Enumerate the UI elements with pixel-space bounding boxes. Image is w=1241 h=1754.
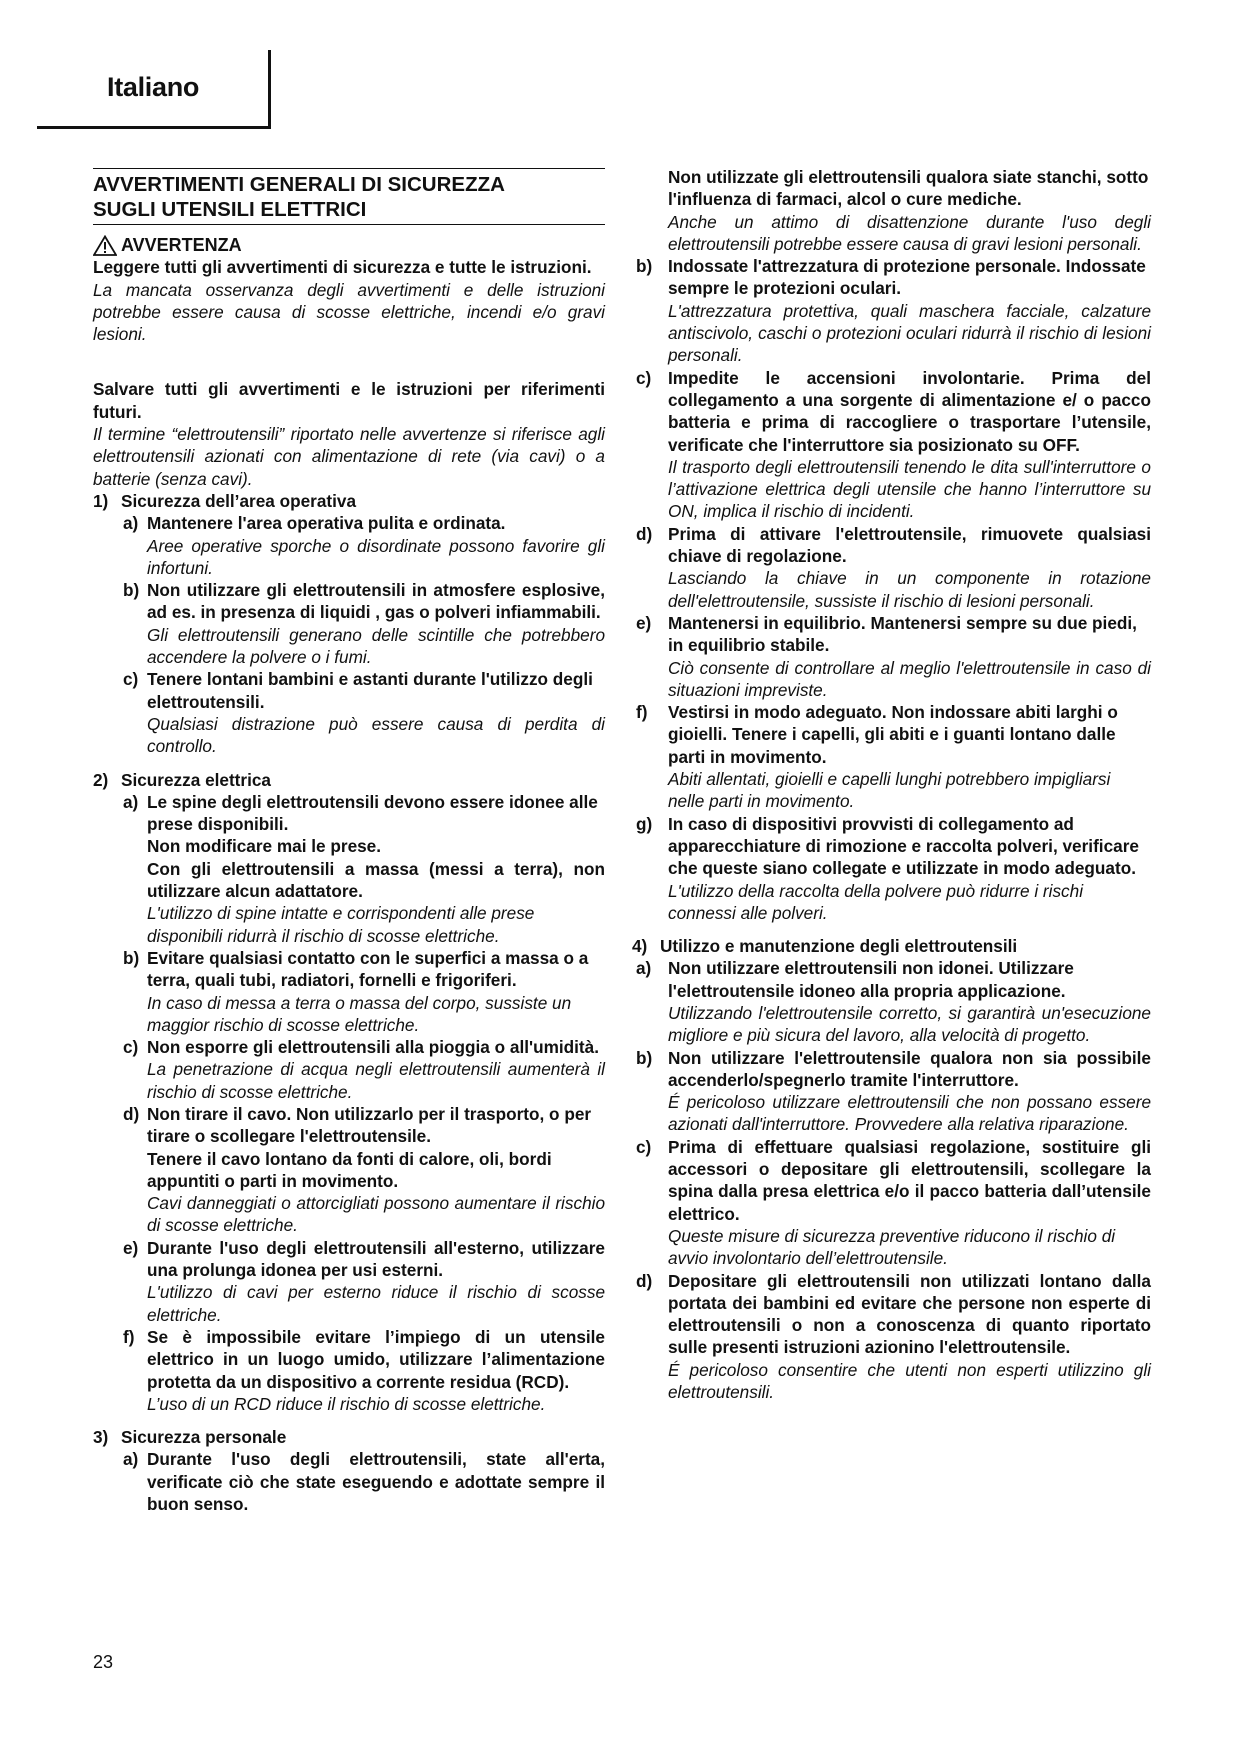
item-italic: Il trasporto degli elettroutensili tenendo le dita sull'interruttore o l’attivazione elettrica degli utensile che hanno l’interruttore su ON, implica il rischio di incidenti. [668, 456, 1151, 522]
item-bold: In caso di dispositivi provvisti di collegamento ad apparecchiature di rimozione e raccolta polveri, verificare che queste siano collegate e utilizzate in modo adeguato. [668, 813, 1139, 879]
item-letter: c) [123, 1037, 139, 1058]
item-italic: Gli elettroutensili generano delle scintille che potrebbero accendere la polvere o i fumi. [147, 624, 605, 668]
list-item [636, 701, 1151, 812]
section-3-heading [93, 1426, 605, 1448]
item-letter: f) [636, 702, 648, 723]
item-letter: e) [636, 612, 652, 633]
item-letter: b) [123, 580, 140, 601]
item-italic: Anche un attimo di disattenzione durante l'uso degli elettroutensili potrebbe essere causa di gravi lesioni personali. [668, 211, 1151, 254]
left-column [93, 168, 605, 1515]
list-item [636, 612, 1151, 701]
item-letter: c) [636, 367, 652, 388]
section-number: 4) [632, 936, 648, 957]
item-bold: Con gli elettroutensili a massa (messi a terra), non utilizzare alcun adattatore. [147, 858, 605, 902]
item-bold: Prima di effettuare qualsiasi regolazione, sostituire gli accessori o depositare gli elettroutensili, scollegare la spina dalla presa elettrica e/o il pacco batteria dall’utensile elettrico. [668, 1136, 1151, 1224]
item-bold: Le spine degli elettroutensili devono essere idonee alle prese disponibili. [147, 791, 598, 835]
section-number: 3) [93, 1427, 109, 1448]
item-letter: c) [636, 1136, 652, 1157]
item-bold: Depositare gli elettroutensili non utilizzati lontano dalla portata dei bambini ed evitare che persone non esperte di elettroutensili o non a conoscenza di quanto riportato sulle presenti istruzioni azionino l'elettroutensile. [668, 1270, 1151, 1358]
section-4-heading [632, 935, 1151, 957]
section-number: 1) [93, 490, 109, 511]
item-bold: Vestirsi in modo adeguato. Non indossare abiti larghi o gioielli. Tenere i capelli, gli abiti e i guanti lontano dalle parti in movimento. [668, 702, 1118, 767]
item-italic: L'utilizzo di spine intatte e corrispondenti alle prese disponibili ridurrà il rischio di scosse elettriche. [147, 903, 535, 946]
section-number: 2) [93, 769, 109, 790]
page-number: 23 [93, 1652, 114, 1672]
item-letter: b) [636, 256, 653, 277]
item-italic: Abiti allentati, gioielli e capelli lunghi potrebbero impigliarsi nelle parti in movimento. [668, 769, 1111, 812]
item-bold: Durante l'uso degli elettroutensili, state all'erta, verificate ciò che state eseguendo e adottate sempre il buon senso. [147, 1449, 605, 1515]
save-instructions: Salvare tutti gli avvertimenti e le istruzioni per riferimenti futuri. [93, 379, 605, 422]
section-title-text: Utilizzo e manutenzione degli elettroutensili [660, 936, 1018, 957]
list-item [636, 1136, 1151, 1270]
item-letter: b) [636, 1047, 653, 1068]
list-item [123, 668, 605, 757]
list-item [123, 579, 605, 668]
language-label: Italiano [107, 72, 200, 102]
item-bold: Non tirare il cavo. Non utilizzarlo per il trasporto, o per tirare o scollegare l'elettroutensile. [147, 1103, 592, 1147]
item-italic: É pericoloso consentire che utenti non esperti utilizzino gli elettroutensili. [668, 1359, 1151, 1403]
intro-bold: Leggere tutti gli avvertimenti di sicurezza e tutte le istruzioni. [93, 257, 592, 278]
list-item [123, 512, 605, 579]
intro-italic: La mancata osservanza degli avvertimenti e delle istruzioni potrebbe essere causa di scosse elettriche, incendi e/o gravi lesioni. [93, 279, 605, 345]
item-italic: Cavi danneggiati o attorcigliati possono aumentare il rischio di scosse elettriche. [147, 1193, 605, 1236]
section-title-text: Sicurezza dell’area operativa [121, 490, 357, 511]
warning-label: AVVERTENZA [121, 235, 242, 255]
item-italic: La penetrazione di acqua negli elettroutensili aumenterà il rischio di scosse elettriche. [147, 1059, 605, 1102]
section-title-line1: AVVERTIMENTI GENERALI DI SICUREZZA [93, 173, 505, 196]
list-item [123, 947, 605, 1036]
item-italic: Ciò consente di controllare al meglio l'elettroutensile in caso di situazioni impreviste. [668, 657, 1151, 700]
item-letter: a) [123, 1449, 139, 1470]
item-bold: Mantenersi in equilibrio. Mantenersi sempre su due piedi, in equilibrio stabile. [668, 612, 1137, 656]
item-italic: Queste misure di sicurezza preventive riducono il rischio di avvio involontario dell’elettroutensile. [668, 1225, 1116, 1269]
item-letter: g) [636, 813, 653, 834]
item-letter: c) [123, 669, 139, 690]
item-bold: Non utilizzare gli elettroutensili in atmosfere esplosive, ad es. in presenza di liquidi , gas o polveri infiammabili. [147, 580, 605, 623]
right-column [632, 166, 1151, 1403]
item-bold: Mantenere l'area operativa pulita e ordinata. [147, 513, 506, 534]
item-bold: Impedite le accensioni involontarie. Prima del collegamento a una sorgente di alimentazione e/ o pacco batteria e prima di raccogliere o trasportare l’utensile, verificate che l'interruttore sia posizionato su OFF. [668, 367, 1151, 455]
list-item [123, 1448, 605, 1515]
item-italic: In caso di messa a terra o massa del corpo, sussiste un maggior rischio di scosse elettriche. [147, 992, 572, 1035]
item-bold: Non utilizzare l'elettroutensile qualora non sia possibile accenderlo/spegnerlo tramite l'interruttore. [668, 1047, 1151, 1090]
item-bold: Prima di attivare l'elettroutensile, rimuovete qualsiasi chiave di regolazione. [668, 523, 1151, 567]
item-bold: Tenere lontani bambini e astanti durante l'utilizzo degli elettroutensili. [147, 669, 593, 712]
item-letter: b) [123, 947, 140, 968]
warning-triangle-icon [93, 235, 117, 256]
list-item [636, 813, 1151, 924]
list-item [636, 1047, 1151, 1136]
item-italic: L'utilizzo della raccolta della polvere può ridurre i rischi connessi alle polveri. [668, 880, 1084, 923]
item-letter: e) [123, 1237, 139, 1258]
section-title-text: Sicurezza personale [121, 1427, 287, 1448]
item-bold: Evitare qualsiasi contatto con le superfici a massa o a terra, quali tubi, radiatori, fornelli e frigoriferi. [147, 947, 589, 991]
item-bold: Non utilizzare elettroutensili non idonei. Utilizzare l'elettroutensile idoneo alla propria applicazione. [668, 958, 1074, 1001]
list-item [123, 791, 605, 947]
list-item [636, 1270, 1151, 1404]
item-bold: Tenere il cavo lontano da fonti di calore, oli, bordi appuntiti o parti in movimento. [147, 1148, 552, 1191]
list-item [123, 1103, 605, 1237]
section-title [93, 168, 605, 225]
item-bold: Durante l'uso degli elettroutensili all'esterno, utilizzare una prolunga idonea per usi esterni. [147, 1237, 605, 1281]
item-letter: a) [123, 791, 139, 812]
list-item [636, 255, 1151, 366]
item-letter: f) [123, 1326, 135, 1347]
list-item [636, 957, 1151, 1046]
item-italic: L'utilizzo di cavi per esterno riduce il rischio di scosse elettriche. [147, 1282, 605, 1325]
item-letter: d) [636, 523, 653, 544]
item-letter: a) [636, 958, 652, 979]
item-italic: Lasciando la chiave in un componente in rotazione dell'elettroutensile, sussiste il rischio di lesioni personali. [668, 568, 1151, 611]
item-italic: Qualsiasi distrazione può essere causa di perdita di controllo. [147, 713, 605, 757]
item-bold: Non utilizzate gli elettroutensili qualora siate stanchi, sotto l'influenza di farmaci, alcol o cure mediche. [668, 167, 1149, 210]
list-item [123, 1326, 605, 1415]
section-title-line2: SUGLI UTENSILI ELETTRICI [93, 198, 367, 221]
item-letter: d) [636, 1270, 653, 1291]
item-bold: Se è impossibile evitare l’impiego di un utensile elettrico in un luogo umido, utilizzare l’alimentazione protetta da un dispositivo a corrente residua (RCD). [147, 1326, 605, 1392]
item-bold: Non modificare mai le prese. [147, 836, 382, 857]
list-item [123, 1237, 605, 1326]
section-2-heading [93, 769, 605, 791]
item-italic: L’uso di un RCD riduce il rischio di scosse elettriche. [147, 1393, 546, 1414]
item-italic: L'attrezzatura protettiva, quali maschera facciale, calzature antiscivolo, caschi o protezioni oculari ridurrà il rischio di lesioni personali. [668, 300, 1151, 366]
item-letter: a) [123, 513, 139, 534]
list-item [636, 523, 1151, 612]
section-1-heading [93, 490, 605, 512]
item-italic: Aree operative sporche o disordinate possono favorire gli infortuni. [147, 535, 605, 578]
term-definition: Il termine “elettroutensili” riportato nelle avvertenze si riferisce agli elettroutensili azionati con alimentazione di rete (via cavi) o a batterie (senza cavi). [93, 424, 605, 489]
warning-heading [93, 234, 605, 256]
item-bold: Indossate l'attrezzatura di protezione personale. Indossate sempre le protezioni oculari. [668, 256, 1146, 299]
item-italic: Utilizzando l'elettroutensile corretto, si garantirà un'esecuzione migliore e più sicura del lavoro, alla velocità di progetto. [668, 1002, 1151, 1046]
section-title-text: Sicurezza elettrica [121, 769, 271, 790]
list-item [123, 1036, 605, 1103]
item-letter: d) [123, 1103, 140, 1124]
language-tab [37, 50, 271, 129]
list-item [636, 367, 1151, 523]
item-italic: É pericoloso utilizzare elettroutensili che non possano essere azionati dall'interruttore. Provvedere alla relativa riparazione. [668, 1092, 1151, 1135]
item-bold: Non esporre gli elettroutensili alla pioggia o all'umidità. [147, 1037, 599, 1058]
